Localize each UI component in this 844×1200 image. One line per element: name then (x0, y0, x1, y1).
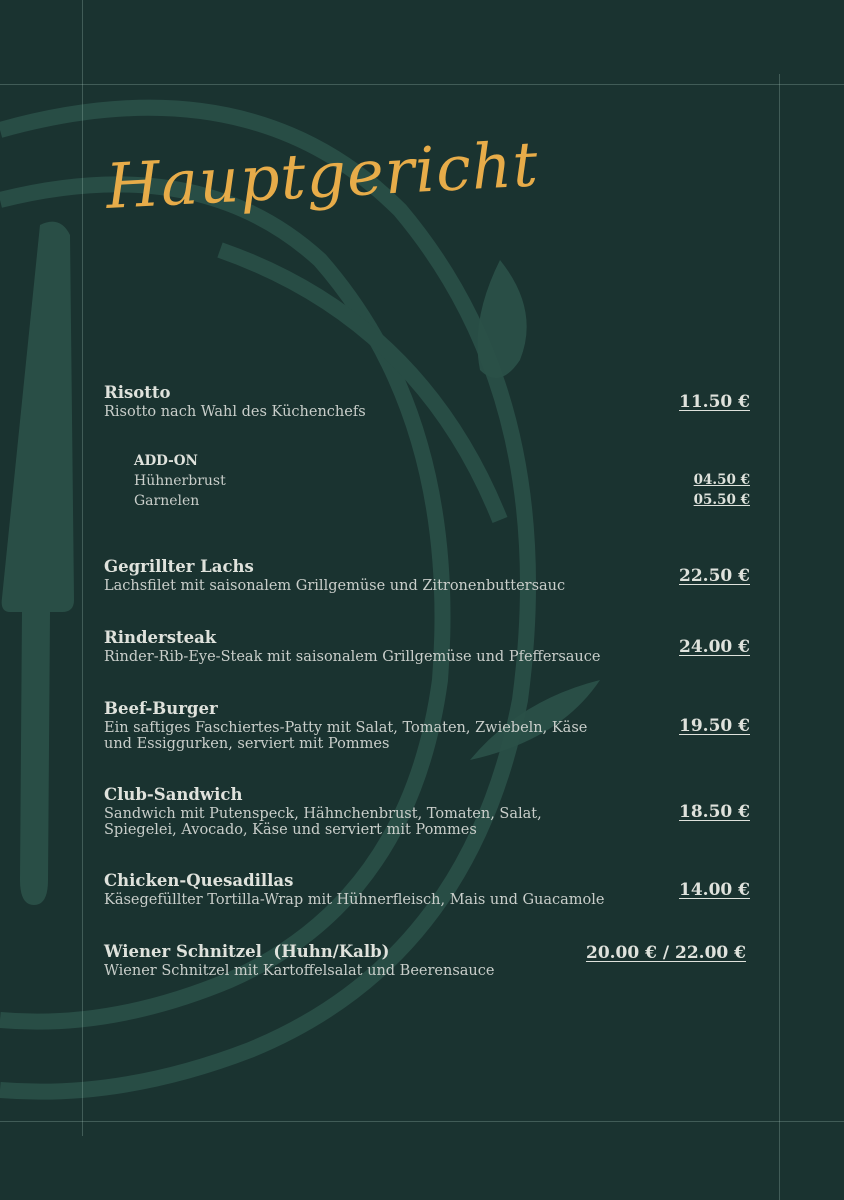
addon-section (134, 452, 750, 510)
addon-name: Garnelen (134, 493, 200, 509)
item-price: 24.00 € (679, 637, 750, 657)
item-description: Sandwich mit Putenspeck, Hähnchenbrust, Tomaten, Salat, Spiegelei, Avocado, Käse und serviert mit Pommes (104, 806, 542, 838)
item-name: Wiener Schnitzel (Huhn/Kalb) (104, 942, 390, 961)
frame-line-top (0, 84, 844, 85)
item-name: Rindersteak (104, 628, 217, 647)
frame-line-bottom (0, 1121, 844, 1122)
item-description: Lachsfilet mit saisonalem Grillgemüse und Zitronenbuttersauc (104, 578, 566, 594)
item-name: Risotto (104, 383, 171, 402)
item-price: 20.00 € / 22.00 € (585, 943, 746, 963)
addon-title: ADD-ON (134, 453, 198, 469)
addon-price: 05.50 € (693, 492, 750, 508)
item-name: Club-Sandwich (104, 785, 243, 804)
item-name: Gegrillter Lachs (104, 557, 254, 576)
addon-name: Hühnerbrust (134, 473, 226, 489)
item-price: 14.00 € (679, 880, 750, 900)
menu-item-beef-burger (104, 698, 750, 752)
item-description: Risotto nach Wahl des Küchenchefs (104, 404, 366, 420)
item-name: Beef-Burger (104, 699, 218, 718)
item-description: Rinder-Rib-Eye-Steak mit saisonalem Grillgemüse und Pfeffersauce (104, 649, 601, 665)
item-name: Chicken-Quesadillas (104, 871, 294, 890)
menu-item-rindersteak (104, 627, 750, 665)
item-description: Ein saftiges Faschiertes-Patty mit Salat, Tomaten, Zwiebeln, Käse und Essiggurken, serviert mit Pommes (104, 720, 588, 752)
item-description: Käsegefüllter Tortilla-Wrap mit Hühnerfleisch, Mais und Guacamole (104, 892, 605, 908)
addon-price: 04.50 € (693, 472, 750, 488)
menu-item-wiener-schnitzel (104, 941, 750, 979)
item-price: 11.50 € (679, 392, 750, 412)
item-price: 18.50 € (679, 802, 750, 822)
item-price: 22.50 € (679, 566, 750, 586)
item-description: Wiener Schnitzel mit Kartoffelsalat und Beerensauce (104, 963, 495, 979)
menu-item-risotto (104, 382, 750, 420)
frame-line-right (779, 74, 780, 1200)
knife-icon (2, 222, 74, 905)
item-price: 19.50 € (679, 716, 750, 736)
addon-option (134, 490, 750, 510)
addon-option (134, 470, 750, 490)
page-title: Hauptgericht (104, 127, 541, 223)
frame-line-left (82, 0, 83, 1136)
menu-item-club-sandwich (104, 784, 750, 838)
leaf-icon (478, 260, 527, 378)
menu-item-lachs (104, 556, 750, 594)
menu-item-quesadillas (104, 870, 750, 908)
